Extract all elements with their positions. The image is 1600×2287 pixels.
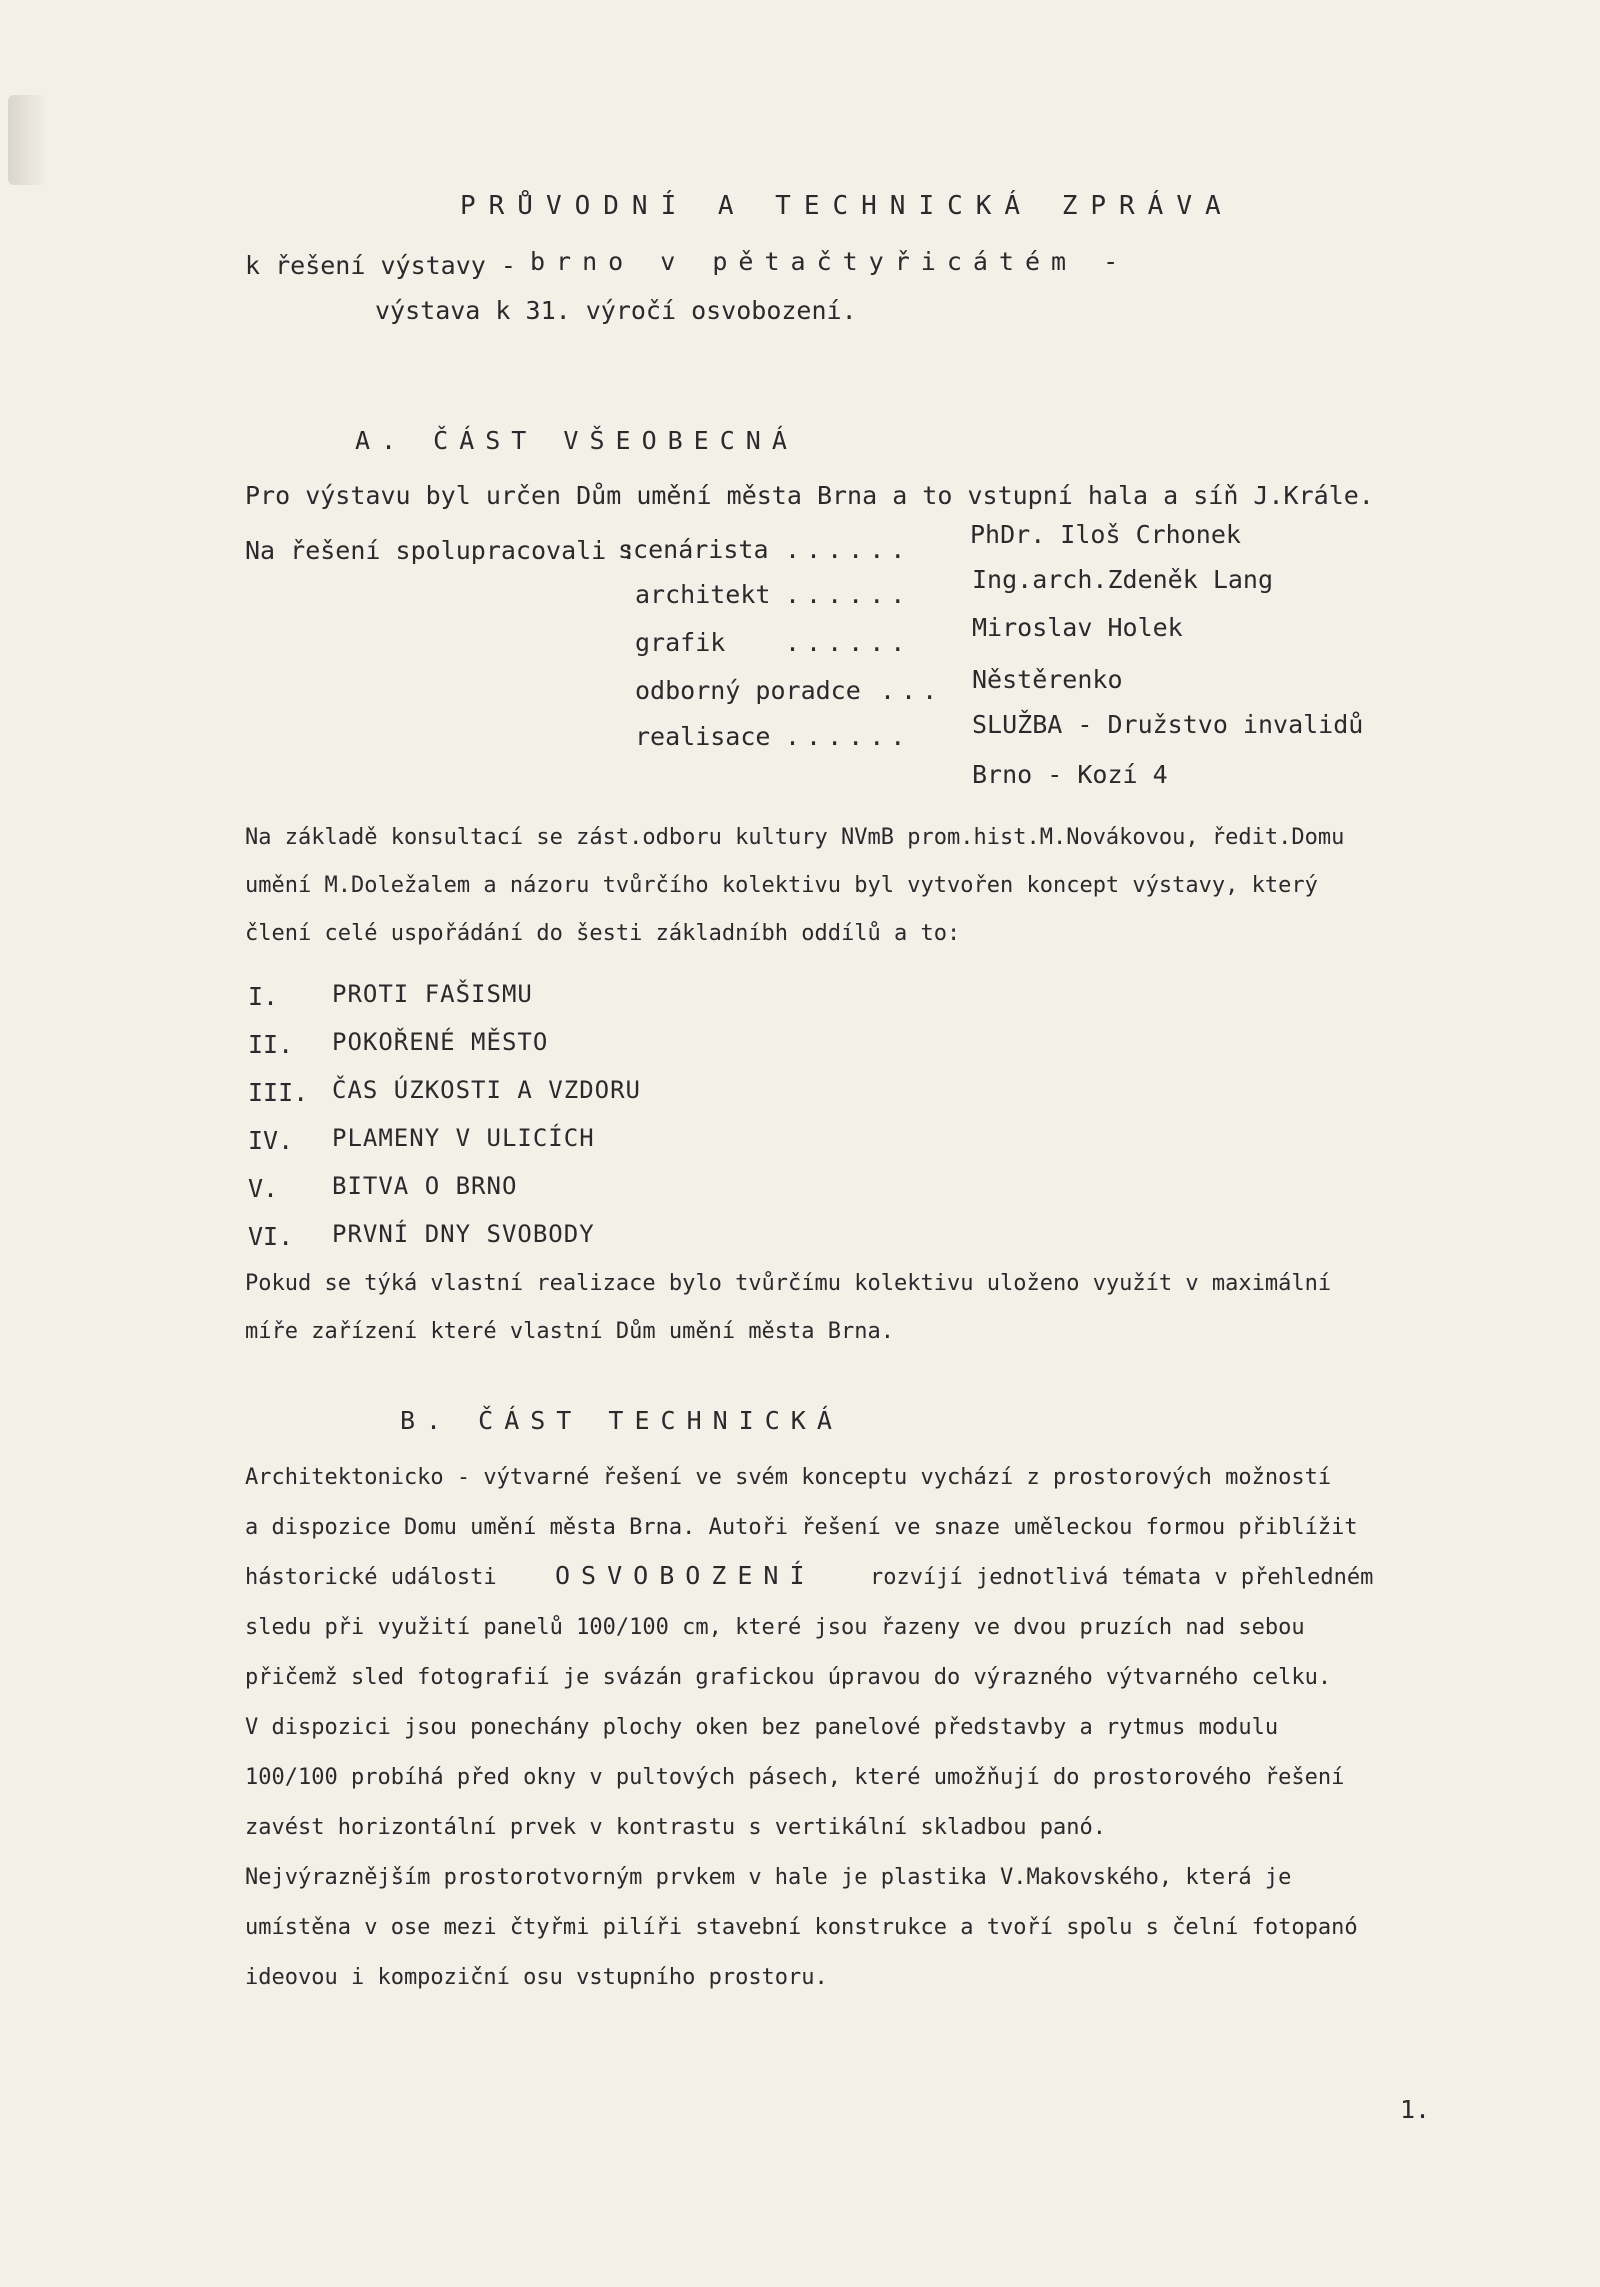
collab-name-2: Ing.arch.Zdeněk Lang: [972, 565, 1274, 594]
subtitle-spaced: brno v pětačtyřicátém -: [530, 247, 1130, 276]
collab-dots-1: ......: [785, 535, 912, 564]
section-label-3: ČAS ÚZKOSTI A VZDORU: [332, 1076, 641, 1104]
collab-dots-2: ......: [785, 580, 912, 609]
paragraph-line-2: umění M.Doležalem a názoru tvůrčího kolektivu byl vytvořen koncept výstavy, který: [245, 873, 1318, 898]
section-num-5: V.: [248, 1174, 279, 1203]
section-a-intro: Pro výstavu byl určen Dům umění města Brna a to vstupní hala a síň J.Krále.: [245, 481, 1374, 510]
collab-role-4: odborný poradce: [635, 676, 861, 705]
section-b-line-3-spaced: OSVOBOZENÍ: [555, 1561, 816, 1590]
paper-stain: [8, 95, 48, 185]
section-b-line-2: a dispozice Domu umění města Brna. Autoři řešení ve snaze uměleckou formou přiblížit: [245, 1515, 1358, 1540]
paragraph-line-3: člení celé uspořádání do šesti základníbh oddílů a to:: [245, 921, 961, 946]
document-title: PRŮVODNÍ A TECHNICKÁ ZPRÁVA: [460, 191, 1234, 221]
subtitle-line2: výstava k 31. výročí osvobození.: [375, 296, 857, 325]
section-num-4: IV.: [248, 1126, 294, 1155]
collab-name-1: PhDr. Iloš Crhonek: [970, 520, 1241, 549]
section-b-line-8: zavést horizontální prvek v kontrastu s vertikální skladbou panó.: [245, 1815, 1106, 1840]
collab-name-4: Něstěrenko: [972, 665, 1123, 694]
section-b-line-1: Architektonicko - výtvarné řešení ve svém konceptu vychází z prostorových možností: [245, 1465, 1332, 1490]
section-b-line-9: Nejvýraznějším prostorotvorným prvkem v hale je plastika V.Makovského, která je: [245, 1865, 1292, 1890]
section-b-line-7: 100/100 probíhá před okny v pultových pásech, které umožňují do prostorového řešení: [245, 1765, 1345, 1790]
section-num-2: II.: [248, 1030, 294, 1059]
collab-label: Na řešení spolupracovali :: [245, 536, 637, 565]
collab-role-2: architekt: [635, 580, 771, 609]
section-label-4: PLAMENY V ULICÍCH: [332, 1124, 595, 1152]
collab-role-1: scenárista: [618, 535, 769, 564]
collab-name-5: SLUŽBA - Družstvo invalidů: [972, 710, 1364, 739]
section-label-1: PROTI FAŠISMU: [332, 980, 533, 1008]
section-num-6: VI.: [248, 1222, 294, 1251]
collab-name-3: Miroslav Holek: [972, 613, 1183, 642]
section-b-line-3-prefix: hástorické události: [245, 1565, 497, 1590]
section-label-6: PRVNÍ DNY SVOBODY: [332, 1220, 595, 1248]
collab-dots-5: ......: [785, 722, 912, 751]
section-b-heading: B. ČÁST TECHNICKÁ: [400, 1406, 843, 1435]
section-b-line-5: přičemž sled fotografií je svázán grafickou úpravou do výrazného výtvarného celku.: [245, 1665, 1332, 1690]
section-b-line-4: sledu při využití panelů 100/100 cm, které jsou řazeny ve dvou pruzích nad sebou: [245, 1615, 1305, 1640]
paragraph-line-1: Na základě konsultací se zást.odboru kultury NVmB prom.hist.M.Novákovou, ředit.Domu: [245, 825, 1345, 850]
section-b-line-6: V dispozici jsou ponechány plochy oken bez panelové představby a rytmus modulu: [245, 1715, 1279, 1740]
section-num-3: III.: [248, 1078, 309, 1107]
section-a-heading: A. ČÁST VŠEOBECNÁ: [355, 426, 798, 455]
collab-role-5: realisace: [635, 722, 771, 751]
page-number: 1.: [1400, 2095, 1431, 2124]
section-b-line-3-suffix: rozvíjí jednotlivá témata v přehledném: [870, 1565, 1374, 1590]
collab-dots-4: ...: [880, 676, 944, 705]
section-label-2: POKOŘENÉ MĚSTO: [332, 1028, 549, 1056]
section-b-line-11: ideovou i kompoziční osu vstupního prostoru.: [245, 1965, 828, 1990]
subtitle-prefix: k řešení výstavy -: [245, 251, 516, 280]
closing-line-2: míře zařízení které vlastní Dům umění města Brna.: [245, 1319, 895, 1344]
section-num-1: I.: [248, 982, 279, 1011]
section-b-line-10: umístěna v ose mezi čtyřmi pilíři stavební konstrukce a tvoří spolu s čelní fotopanó: [245, 1915, 1358, 1940]
section-label-5: BITVA O BRNO: [332, 1172, 518, 1200]
closing-line-1: Pokud se týká vlastní realizace bylo tvůrčímu kolektivu uloženo využít v maximální: [245, 1271, 1332, 1296]
collab-role-3: grafik: [635, 628, 726, 657]
collab-dots-3: ......: [785, 628, 912, 657]
collab-address: Brno - Kozí 4: [972, 760, 1168, 789]
